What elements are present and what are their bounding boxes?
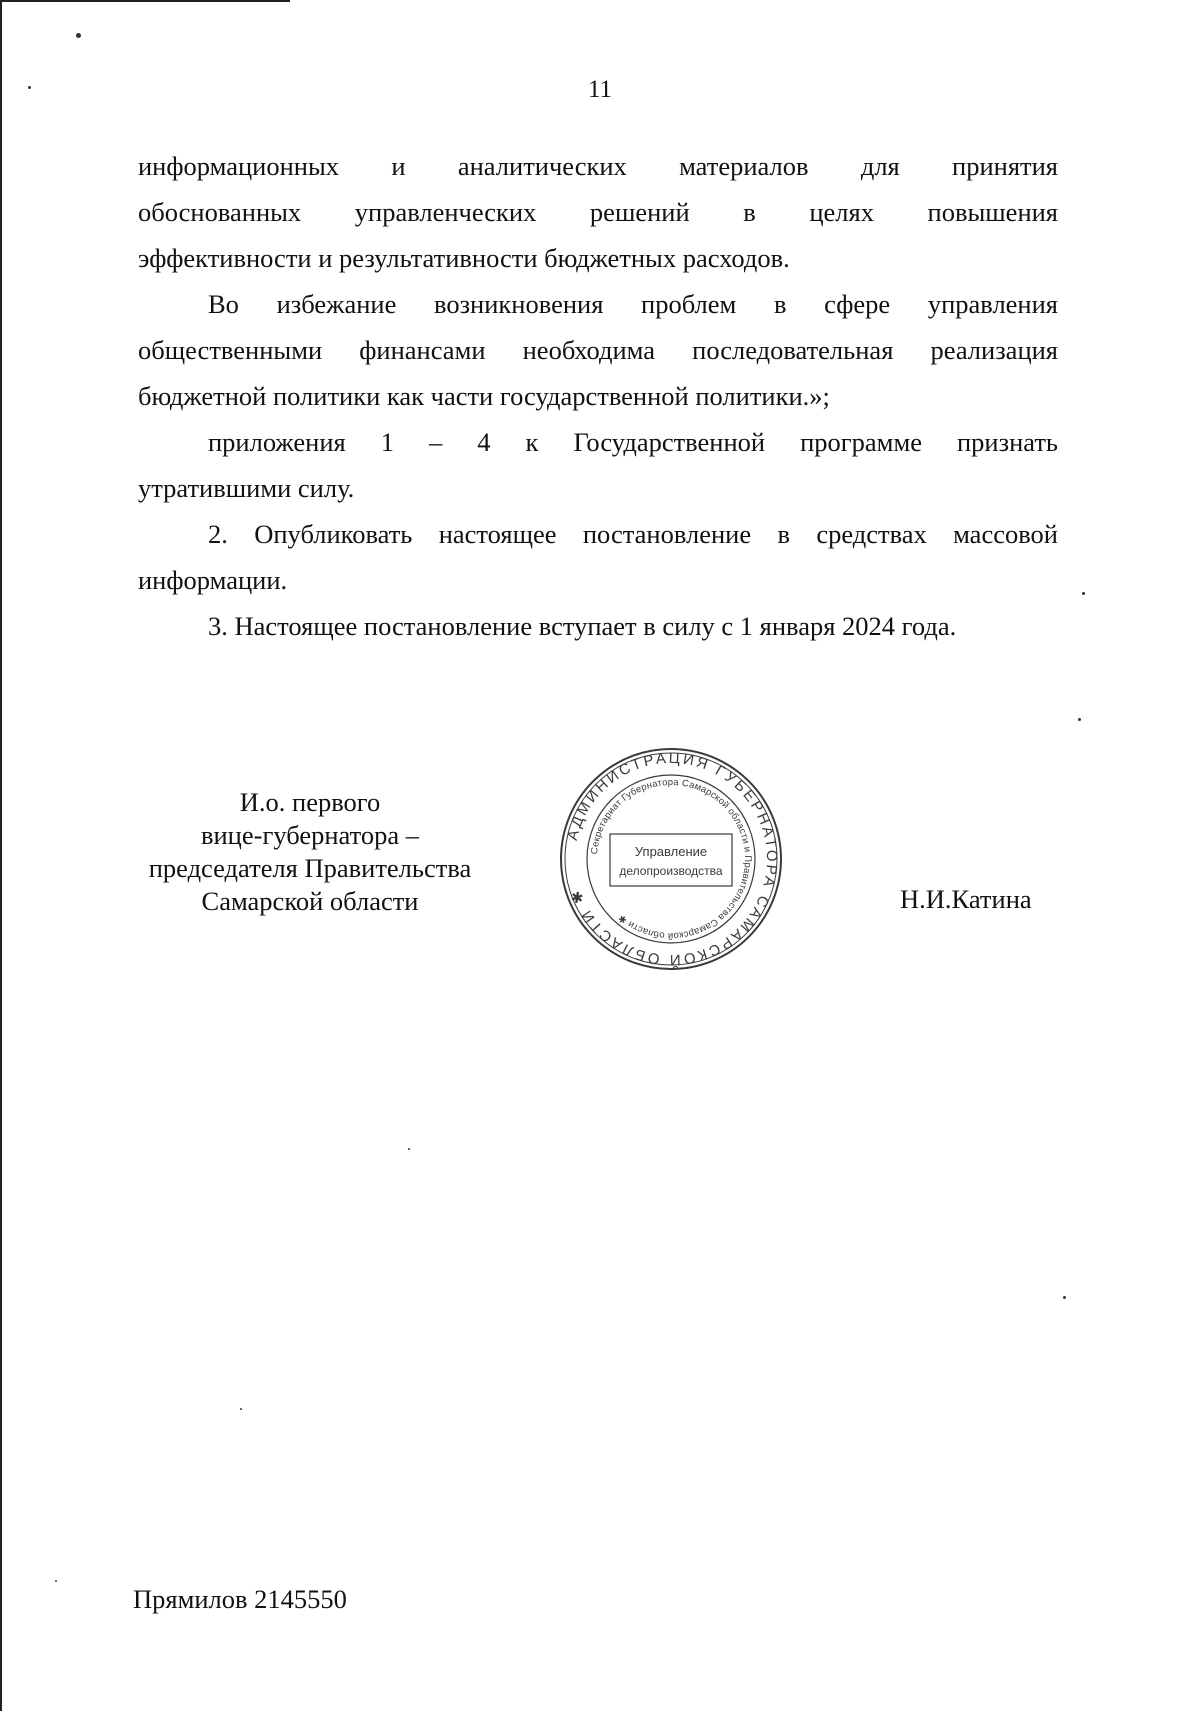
signatory-title-line-4: Самарской области [201,886,419,916]
paragraph-2-line-3: бюджетной политики как части государственной политики.»; [138,381,830,411]
paragraph-2-line-1: Во избежание возникновения проблем в сфере управления [208,289,1058,319]
signatory-title-line-1: И.о. первого [239,787,381,817]
paragraph-5-line-1: 3. Настоящее постановление вступает в силу с 1 января 2024 года. [208,611,957,641]
scan-top-edge [0,0,290,2]
executor-note: Прямилов 2145550 [133,1584,347,1614]
signatory-title-line-2: вице-губернатора – [200,820,419,850]
stamp-center-line-1: Управление [634,844,708,859]
scan-speck [1078,718,1081,721]
paragraph-4-line-2: информации. [138,565,288,595]
stamp-center-line-2: делопроизводства [619,864,723,878]
signatory-title-line-3: председателя Правительства [148,853,472,883]
stamp-inner-ring-text: Секретариат Губернатора Самарской области и Правительства Самарской области ✱ [589,776,754,942]
official-stamp [558,746,784,972]
paragraph-1-line-2: обоснованных управленческих решений в целях повышения [138,197,1058,227]
paragraph-2-line-2: общественными финансами необходима последовательная реализация [138,335,1058,365]
paragraph-1-line-3: эффективности и результативности бюджетных расходов. [138,243,790,273]
scan-speck [240,1408,242,1410]
scan-speck [1082,592,1085,595]
page-number: 11 [587,76,613,103]
signatory-name: Н.И.Катина [900,884,1032,914]
scan-speck [408,1148,410,1150]
signatory-title [140,786,480,918]
document-body [138,143,1058,649]
paragraph-4-line-1: 2. Опубликовать настоящее постановление в средствах массовой [208,519,1058,549]
scan-speck [76,33,81,38]
stamp-outer-ring-text: АДМИНИСТРАЦИЯ ГУБЕРНАТОРА САМАРСКОЙ ОБЛАСТИ ✱ [563,749,781,969]
scan-speck [28,86,31,89]
scan-left-edge [0,0,2,1711]
paragraph-1-line-1: информационных и аналитических материалов для принятия [138,151,1058,181]
paragraph-3-line-1: приложения 1 – 4 к Государственной программе признать [208,427,1058,457]
paragraph-3-line-2: утратившими силу. [138,473,355,503]
scan-speck [55,1580,57,1582]
scan-speck [1063,1296,1066,1299]
